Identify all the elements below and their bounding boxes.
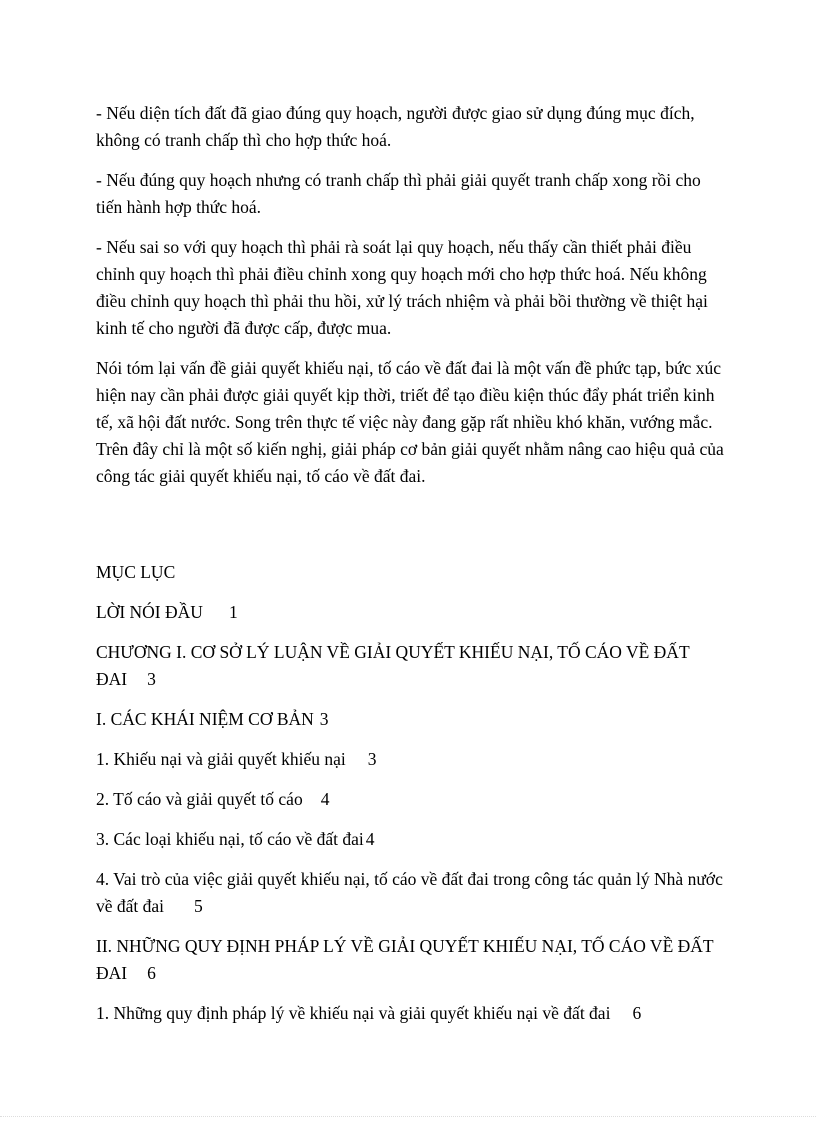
toc-entry-text: 1. Những quy định pháp lý về khiếu nại và giải quyết khiếu nại về đất đai xyxy=(96,1003,611,1023)
toc-entry-page: 4 xyxy=(320,789,330,809)
toc-entry-page: 6 xyxy=(632,1003,642,1023)
toc-entry-text: CHƯƠNG I. CƠ SỞ LÝ LUẬN VỀ GIẢI QUYẾT KHIẾU NẠI, TỐ CÁO VỀ ĐẤT ĐAI xyxy=(96,642,690,689)
table-of-contents xyxy=(96,559,726,1027)
toc-entry-page: 3 xyxy=(147,669,156,689)
toc-entry-page: 6 xyxy=(147,963,156,983)
toc-entry-page: 3 xyxy=(319,709,329,729)
toc-entry xyxy=(96,1000,726,1027)
toc-entry xyxy=(96,866,726,920)
toc-entry-page: 4 xyxy=(365,829,375,849)
page-bottom-edge xyxy=(0,1116,816,1123)
toc-entry xyxy=(96,826,726,853)
toc-entry-text: 1. Khiếu nại và giải quyết khiếu nại xyxy=(96,749,346,769)
paragraph: - Nếu đúng quy hoạch nhưng có tranh chấp thì phải giải quyết tranh chấp xong rồi cho tiến hành hợp thức hoá. xyxy=(96,170,701,217)
paragraph: Nói tóm lại vấn đề giải quyết khiếu nại, tố cáo về đất đai là một vấn đề phức tạp, bức xúc hiện nay cần phải được giải quyết kịp thời, triết để tạo điều kiện thúc đẩy phát triển kinh tế, xã hội đất nước. Song trên thực tế việc này đang gặp rất nhiều khó khăn, vướng mắc. Trên đây chỉ là một số kiến nghị, giải pháp cơ bản giải quyết nhằm nâng cao hiệu quả của công tác giải quyết khiếu nại, tố cáo về đất đai. xyxy=(96,358,724,486)
toc-entry xyxy=(96,786,726,813)
body-text xyxy=(96,100,726,490)
toc-entry xyxy=(96,706,726,733)
toc-entry xyxy=(96,746,726,773)
toc-entry-text: LỜI NÓI ĐẦU xyxy=(96,602,203,622)
document-page xyxy=(96,100,726,1040)
toc-entry xyxy=(96,933,726,987)
toc-entry-page: 3 xyxy=(367,749,377,769)
toc-entry xyxy=(96,639,726,693)
toc-entry xyxy=(96,599,726,626)
paragraph: - Nếu diện tích đất đã giao đúng quy hoạch, người được giao sử dụng đúng mục đích, không có tranh chấp thì cho hợp thức hoá. xyxy=(96,103,695,150)
toc-entry-text: II. NHỮNG QUY ĐỊNH PHÁP LÝ VỀ GIẢI QUYẾT KHIẾU NẠI, TỐ CÁO VỀ ĐẤT ĐAI xyxy=(96,936,714,983)
section-spacer xyxy=(96,503,726,559)
paragraph: - Nếu sai so với quy hoạch thì phải rà soát lại quy hoạch, nếu thấy cần thiết phải điều chỉnh quy hoạch thì phải điều chỉnh xong quy hoạch mới cho hợp thức hoá. Nếu không điều chỉnh quy hoạch thì phải thu hồi, xử lý trách nhiệm và phải bồi thường về thiệt hại kinh tế cho người đã được cấp, được mua. xyxy=(96,237,708,338)
toc-heading: MỤC LỤC xyxy=(96,562,176,582)
toc-entry-text: 2. Tố cáo và giải quyết tố cáo xyxy=(96,789,303,809)
toc-entry-text: 3. Các loại khiếu nại, tố cáo về đất đai xyxy=(96,829,364,849)
toc-entry-text: I. CÁC KHÁI NIỆM CƠ BẢN xyxy=(96,709,314,729)
toc-entry-page: 5 xyxy=(194,896,203,916)
toc-entry-text: 4. Vai trò của việc giải quyết khiếu nại, tố cáo về đất đai trong công tác quản lý Nhà nước về đất đai xyxy=(96,869,723,916)
toc-entry-page: 1 xyxy=(228,602,238,622)
